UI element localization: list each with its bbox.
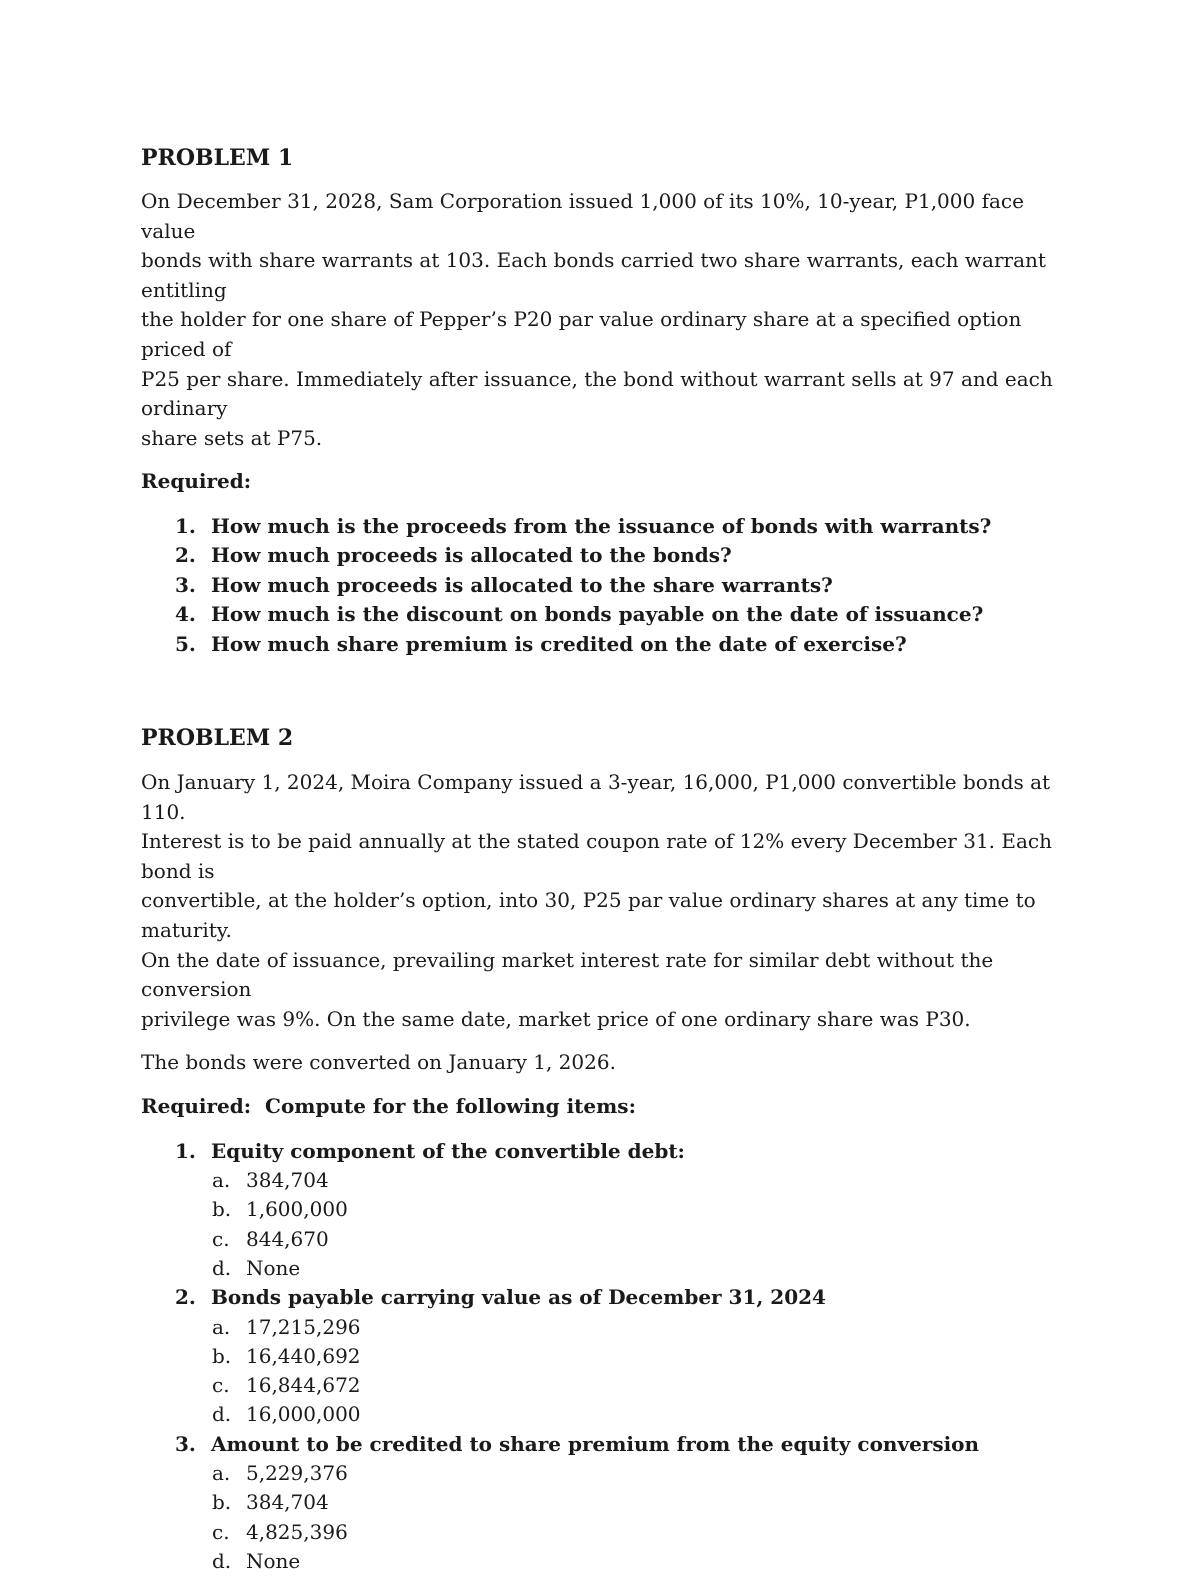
option-letter: b. [212, 1195, 231, 1224]
question-item [141, 630, 1071, 659]
option-text: 844,670 [246, 1227, 329, 1251]
question-item [141, 1283, 1071, 1312]
question-number: 3. [175, 1430, 196, 1459]
problem-1-question-list [141, 512, 1071, 659]
question-text: How much proceeds is allocated to the bonds? [211, 543, 732, 567]
option-letter: a. [212, 1313, 230, 1342]
paragraph-line: privilege was 9%. On the same date, market price of one ordinary share was P30. [141, 1005, 1071, 1035]
question-block [141, 1137, 1071, 1284]
paragraph-line: convertible, at the holder’s option, into 30, P25 par value ordinary shares at any time to maturity. [141, 886, 1071, 945]
question-text: How much is the proceeds from the issuance of bonds with warrants? [211, 514, 991, 538]
problem-1-paragraph [141, 187, 1071, 453]
question-item [141, 512, 1071, 541]
document-page [141, 143, 1071, 1576]
answer-option [141, 1166, 1071, 1195]
option-text: 16,844,672 [246, 1373, 361, 1397]
question-block [141, 1283, 1071, 1430]
option-letter: d. [212, 1254, 231, 1283]
option-text: None [246, 1549, 300, 1573]
question-item [141, 571, 1071, 600]
question-number: 2. [175, 1283, 196, 1312]
question-text: How much is the discount on bonds payable on the date of issuance? [211, 602, 983, 626]
answer-option [141, 1225, 1071, 1254]
paragraph-line: P25 per share. Immediately after issuance, the bond without warrant sells at 97 and each ordinary [141, 365, 1071, 424]
option-text: 16,000,000 [246, 1402, 361, 1426]
paragraph-line: On the date of issuance, prevailing market interest rate for similar debt without the conversion [141, 946, 1071, 1005]
answer-option [141, 1488, 1071, 1517]
option-text: 17,215,296 [246, 1315, 361, 1339]
paragraph-line: the holder for one share of Pepper’s P20 par value ordinary share at a specified option priced of [141, 305, 1071, 364]
problem-2-title: PROBLEM 2 [141, 723, 1071, 753]
option-text: 5,229,376 [246, 1461, 348, 1485]
option-letter: d. [212, 1400, 231, 1429]
question-number: 2. [175, 541, 196, 570]
question-text: Equity component of the convertible debt: [211, 1139, 685, 1163]
question-text: Bonds payable carrying value as of December 31, 2024 [211, 1285, 826, 1309]
paragraph-line: share sets at P75. [141, 424, 1071, 454]
option-text: 384,704 [246, 1168, 329, 1192]
paragraph-line: Interest is to be paid annually at the stated coupon rate of 12% every December 31. Each bond is [141, 827, 1071, 886]
option-letter: c. [212, 1225, 230, 1254]
answer-option [141, 1371, 1071, 1400]
answer-option [141, 1254, 1071, 1283]
answer-option [141, 1400, 1071, 1429]
question-number: 1. [175, 1137, 196, 1166]
question-item [141, 541, 1071, 570]
question-text: How much proceeds is allocated to the share warrants? [211, 573, 833, 597]
answer-option [141, 1342, 1071, 1371]
answer-option [141, 1547, 1071, 1576]
option-letter: a. [212, 1166, 230, 1195]
paragraph-line: On January 1, 2024, Moira Company issued a 3-year, 16,000, P1,000 convertible bonds at 110. [141, 768, 1071, 827]
answer-option [141, 1518, 1071, 1547]
question-item [141, 600, 1071, 629]
option-text: None [246, 1256, 300, 1280]
problem-2-question-list [141, 1137, 1071, 1576]
problem-2-required-label: Required: Compute for the following items: [141, 1092, 1071, 1122]
problem-2-conversion-note: The bonds were converted on January 1, 2026. [141, 1048, 1071, 1078]
option-text: 1,600,000 [246, 1197, 348, 1221]
question-text: Amount to be credited to share premium from the equity conversion [211, 1432, 979, 1456]
option-letter: b. [212, 1342, 231, 1371]
question-block [141, 1430, 1071, 1576]
option-text: 16,440,692 [246, 1344, 361, 1368]
answer-option [141, 1195, 1071, 1224]
paragraph-line: bonds with share warrants at 103. Each bonds carried two share warrants, each warrant entitling [141, 246, 1071, 305]
question-item [141, 1430, 1071, 1459]
option-text: 384,704 [246, 1490, 329, 1514]
option-text: 4,825,396 [246, 1520, 348, 1544]
answer-option [141, 1313, 1071, 1342]
option-letter: c. [212, 1518, 230, 1547]
problem-2-paragraph [141, 768, 1071, 1034]
option-letter: b. [212, 1488, 231, 1517]
answer-option [141, 1459, 1071, 1488]
question-number: 5. [175, 630, 196, 659]
option-letter: a. [212, 1459, 230, 1488]
problem-1-title: PROBLEM 1 [141, 143, 1071, 173]
option-letter: c. [212, 1371, 230, 1400]
question-number: 3. [175, 571, 196, 600]
problem-1-required-label: Required: [141, 467, 1071, 497]
question-text: How much share premium is credited on the date of exercise? [211, 632, 907, 656]
paragraph-line: On December 31, 2028, Sam Corporation issued 1,000 of its 10%, 10-year, P1,000 face value [141, 187, 1071, 246]
question-number: 4. [175, 600, 196, 629]
option-letter: d. [212, 1547, 231, 1576]
question-number: 1. [175, 512, 196, 541]
question-item [141, 1137, 1071, 1166]
